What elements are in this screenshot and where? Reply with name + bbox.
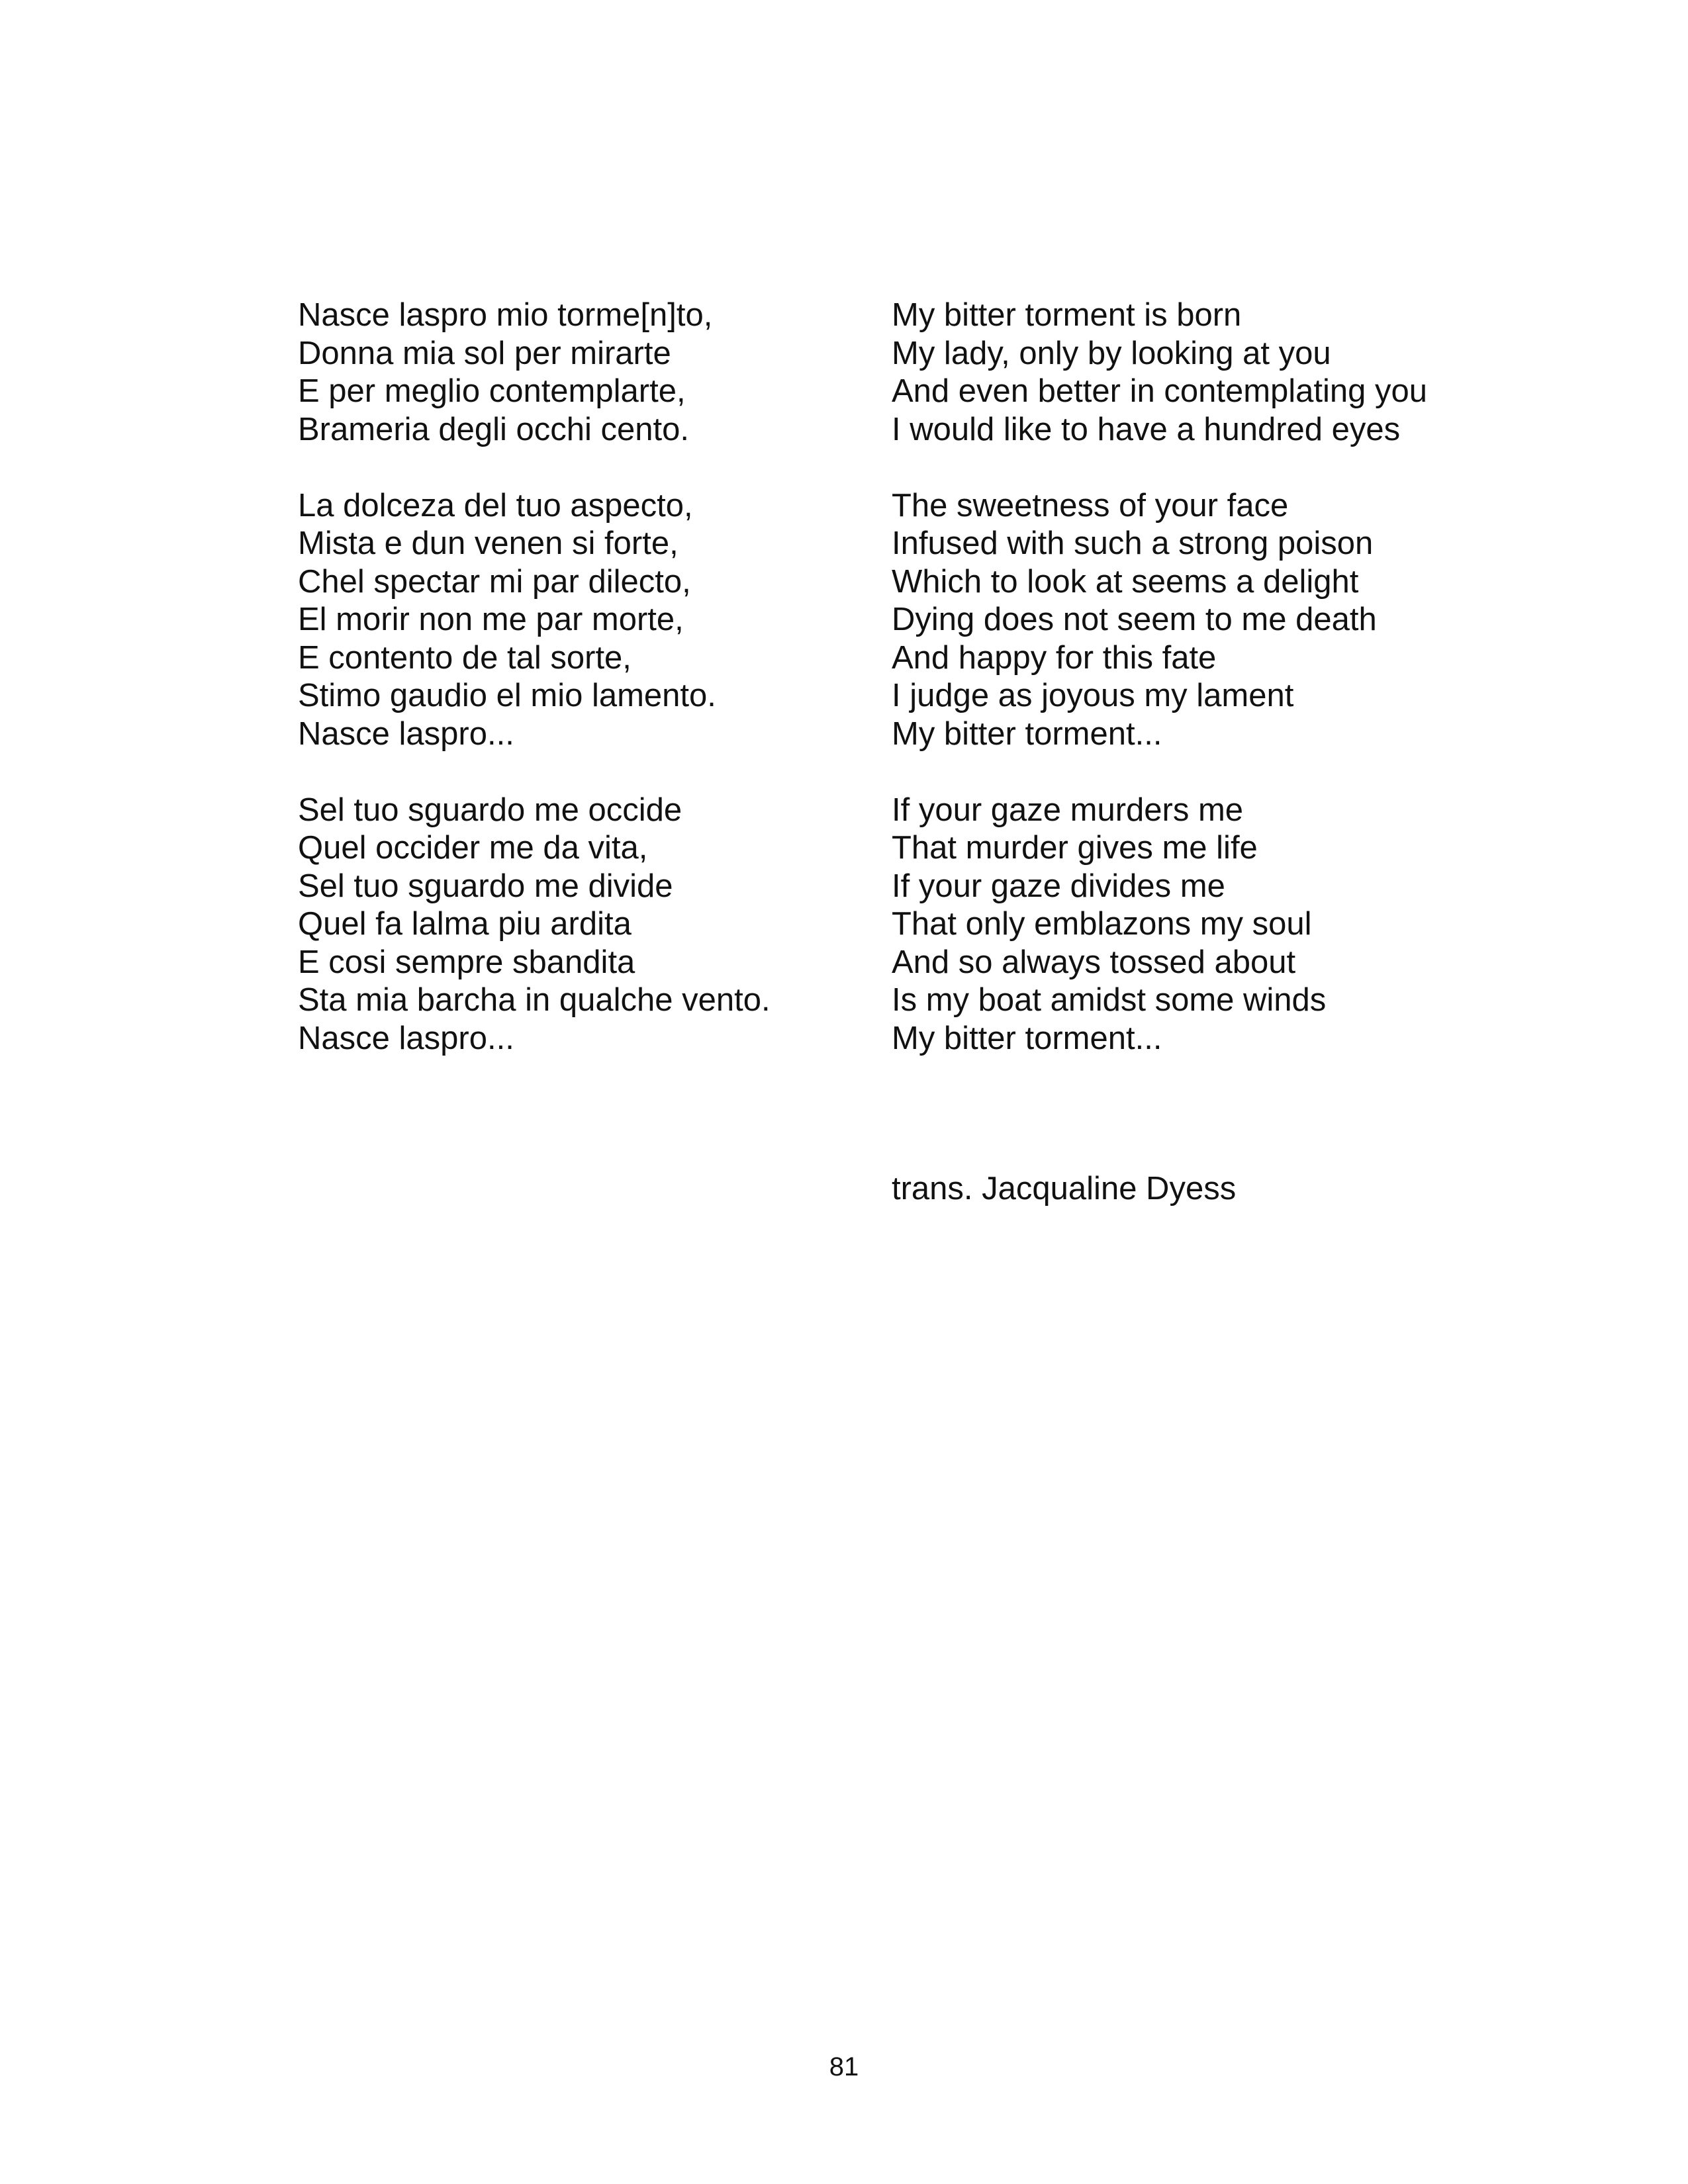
translation-stanza-3	[892, 792, 1620, 1058]
refrain-line: Nasce laspro...	[298, 1020, 514, 1056]
verse-line: Dying does not seem to me death	[892, 602, 1377, 637]
verse-line: La dolceza del tuo aspecto,	[298, 487, 693, 523]
verse-line: If your gaze murders me	[892, 792, 1244, 828]
verse-line: I would like to have a hundred eyes	[892, 411, 1401, 447]
verse-line: Sta mia barcha in qualche vento.	[298, 982, 771, 1018]
verse-line: Quel fa lalma piu ardita	[298, 906, 632, 942]
verse-line: Is my boat amidst some winds	[892, 982, 1327, 1018]
verse-line: Sel tuo sguardo me occide	[298, 792, 682, 828]
verse-line: El morir non me par morte,	[298, 602, 684, 637]
refrain-line: My bitter torment...	[892, 1020, 1162, 1056]
verse-line: That murder gives me life	[892, 830, 1258, 866]
verse-line: And happy for this fate	[892, 639, 1217, 676]
page-number: 81	[829, 2052, 859, 2081]
original-stanza-3	[298, 792, 841, 1058]
translation-column	[892, 296, 1620, 1096]
original-stanza-1	[298, 296, 841, 449]
verse-line: Nasce laspro mio torme[n]to,	[298, 297, 713, 333]
original-text-column	[298, 296, 841, 1096]
verse-line: I judge as joyous my lament	[892, 678, 1294, 713]
verse-line: Donna mia sol per mirarte	[298, 335, 671, 371]
verse-line: Chel spectar mi par dilecto,	[298, 563, 691, 600]
original-stanza-2	[298, 487, 841, 754]
verse-line: Mista e dun venen si forte,	[298, 525, 679, 561]
verse-line: My lady, only by looking at you	[892, 335, 1331, 371]
refrain-line: Nasce laspro...	[298, 715, 514, 752]
verse-line: My bitter torment is born	[892, 297, 1242, 333]
refrain-line: My bitter torment...	[892, 715, 1162, 752]
verse-line: And even better in contemplating you	[892, 373, 1428, 409]
translation-stanza-2	[892, 487, 1620, 754]
verse-line: That only emblazons my soul	[892, 906, 1312, 942]
verse-line: The sweetness of your face	[892, 487, 1289, 523]
verse-line: Infused with such a strong poison	[892, 525, 1374, 561]
verse-line: Quel occider me da vita,	[298, 830, 648, 866]
translator-credit: trans. Jacqualine Dyess	[892, 1171, 1237, 1206]
verse-line: E per meglio contemplarte,	[298, 373, 686, 409]
verse-line: And so always tossed about	[892, 944, 1296, 980]
verse-line: Stimo gaudio el mio lamento.	[298, 678, 716, 713]
verse-line: E contento de tal sorte,	[298, 639, 632, 676]
verse-line: Which to look at seems a delight	[892, 563, 1359, 600]
verse-line: Brameria degli occhi cento.	[298, 411, 690, 447]
verse-line: Sel tuo sguardo me divide	[298, 868, 673, 904]
translation-stanza-1	[892, 296, 1620, 449]
verse-line: E cosi sempre sbandita	[298, 944, 635, 980]
verse-line: If your gaze divides me	[892, 868, 1225, 904]
